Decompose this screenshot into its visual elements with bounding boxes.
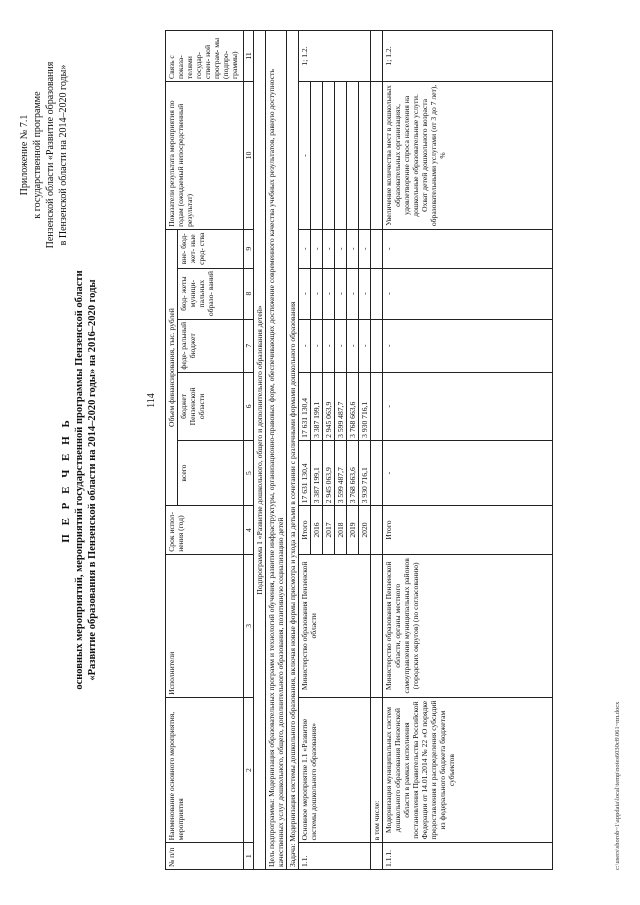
municipal-cell: -	[383, 268, 553, 319]
term-cell: 2017	[323, 506, 335, 554]
municipal-cell: -	[335, 268, 347, 319]
regional-cell: 3 930 716,1	[359, 372, 371, 440]
row-number: 1.1.	[299, 843, 371, 870]
header-cell: бюд- жеты муници- пальных образо- ваний	[178, 268, 244, 319]
subprogram-title: Подпрограмма 1 «Развитие дошкольного, общего и дополнительного образования детей»	[254, 31, 266, 870]
table-row	[383, 31, 553, 870]
federal-cell: -	[359, 319, 371, 372]
regional-cell: 3 387 199,1	[311, 372, 323, 440]
federal-cell: -	[383, 319, 553, 372]
empty-cell	[371, 554, 383, 697]
row-number: 1.1.1.	[383, 843, 553, 870]
total-cell: 3 599 487,7	[335, 440, 347, 505]
indicator-cell	[335, 81, 347, 229]
offbudget-cell: -	[347, 229, 359, 268]
column-number: 4	[244, 506, 254, 554]
regional-cell: 2 945 063,9	[323, 372, 335, 440]
appendix-line: в Пензенской области на 2014–2020 годы»	[58, 64, 69, 246]
header-cell: всего	[178, 440, 244, 505]
header-cell: феде- ральный бюджет	[178, 319, 244, 372]
term-cell: 2020	[359, 506, 371, 554]
subprogram-row	[254, 31, 266, 870]
task-row	[287, 31, 299, 870]
column-number: 1	[244, 843, 254, 870]
document-sheet	[10, 20, 630, 880]
executor: Министерство образования Пензенской области	[299, 554, 371, 697]
empty-cell	[371, 31, 383, 82]
header-cell: вне- бюд- жет- ные сред- ства	[178, 229, 244, 268]
column-number: 6	[244, 372, 254, 440]
column-number-row	[244, 31, 254, 870]
term-cell: 2019	[347, 506, 359, 554]
municipal-cell: -	[299, 268, 311, 319]
including-label: в том числе:	[371, 697, 383, 842]
measures-table	[165, 30, 553, 870]
term-cell: Итого	[383, 506, 553, 554]
regional-cell: 3 768 663,6	[347, 372, 359, 440]
regional-cell: 3 599 487,7	[335, 372, 347, 440]
title-heading: П Е Р Е Ч Е Н Ь	[60, 417, 72, 543]
offbudget-cell: -	[383, 229, 553, 268]
header-cell: Срок испол- нения (год)	[166, 506, 244, 554]
appendix-line: к государственной программе	[32, 91, 43, 219]
federal-cell: -	[335, 319, 347, 372]
offbudget-cell: -	[335, 229, 347, 268]
column-number: 3	[244, 554, 254, 697]
total-cell: 2 945 063,9	[323, 440, 335, 505]
task-text: Задача: Модернизация системы дошкольного образования, включая новые формы присмотра и ухода за детьми в сочетании с различными формами дошкольного образования	[287, 31, 299, 870]
empty-cell	[371, 268, 383, 319]
empty-cell	[371, 440, 383, 505]
link-cell: 1; 1.2.	[299, 31, 371, 82]
column-number: 5	[244, 440, 254, 505]
document-title	[60, 210, 99, 750]
municipal-cell: -	[323, 268, 335, 319]
measure-name: Основное мероприятие 1.1 «Развитие системы дошкольного образования»	[299, 697, 371, 842]
federal-cell: -	[347, 319, 359, 372]
empty-cell	[371, 506, 383, 554]
column-number: 7	[244, 319, 254, 372]
term-cell: Итого	[299, 506, 311, 554]
municipal-cell: -	[311, 268, 323, 319]
appendix-line: Приложение № 7.1	[19, 114, 30, 196]
total-cell: 3 387 199,1	[311, 440, 323, 505]
column-number: 2	[244, 697, 254, 842]
indicator-cell	[311, 81, 323, 229]
term-cell: 2018	[335, 506, 347, 554]
executor: Министерство образования Пензенской области, органы местного самоуправления муниципальных районов (городских округов) (по согласованию)	[383, 554, 553, 697]
total-cell: 3 930 716,1	[359, 440, 371, 505]
total-cell: 17 631 130,4	[299, 440, 311, 505]
offbudget-cell: -	[323, 229, 335, 268]
regional-cell: -	[383, 372, 553, 440]
column-number: 10	[244, 81, 254, 229]
empty-cell	[371, 319, 383, 372]
title-line: основных мероприятий, мероприятий государственной программы Пензенской области	[74, 270, 85, 690]
offbudget-cell: -	[311, 229, 323, 268]
empty-cell	[371, 372, 383, 440]
indicator-cell	[323, 81, 335, 229]
file-path-footer: c:\users\shorob~1\appdata\local\temp\notes6030c8\061~пп.docx	[614, 701, 621, 870]
header-row	[166, 31, 178, 870]
municipal-cell: -	[347, 268, 359, 319]
federal-cell: -	[299, 319, 311, 372]
term-cell: 2016	[311, 506, 323, 554]
offbudget-cell: -	[299, 229, 311, 268]
regional-cell: 17 631 130,4	[299, 372, 311, 440]
header-cell: № п/п	[166, 843, 244, 870]
indicator-cell: Увеличение количества мест в дошкольных образовательных организациях, удовлетворение спроса населения на дошкольные образовательные услуги. Охват детей дошкольного возраста образовательными услугами (от 3 до 7 лет), %	[383, 81, 553, 229]
empty-cell	[371, 81, 383, 229]
federal-cell: -	[311, 319, 323, 372]
empty-cell	[371, 843, 383, 870]
total-cell: -	[383, 440, 553, 505]
appendix-line: Пензенской области «Развитие образования	[45, 61, 56, 249]
column-number: 8	[244, 268, 254, 319]
header-cell: Связь с показа- телями государ- ствен- ной програм- мы (подпро- граммы)	[166, 31, 244, 82]
header-cell: бюджет Пензенской области	[178, 372, 244, 440]
indicator-cell	[359, 81, 371, 229]
header-cell: Исполнители	[166, 554, 244, 697]
empty-cell	[371, 229, 383, 268]
link-cell: 1; 1.2.	[383, 31, 553, 82]
goal-row	[266, 31, 287, 870]
header-cell: Объем финансирования, тыс. рублей	[166, 229, 178, 505]
including-row	[371, 31, 383, 870]
column-number: 11	[244, 31, 254, 82]
table-row	[299, 31, 311, 870]
title-line: «Развитие образования в Пензенской области на 2014–2020 годы» на 2016–2020 годы	[87, 279, 98, 681]
goal-text: Цель подпрограммы: Модернизация образовательных программ и технологий обучения, развитие инфраструктуры, организационно-правовых форм, обеспечивающих достижение современного качества учебных результатов, равную доступность качественных услуг дошкольного, общего, дополнительного образования, позитивную социализацию детей	[266, 31, 287, 870]
measure-name: Модернизация муниципальных систем дошкольного образования Пензенской области в рамках исполнения постановления Правительства Российской Федерации от 14.01.2014 № 22 «О порядке предоставления и распределения субсидий из федерального бюджета бюджетам субъектов	[383, 697, 553, 842]
header-cell: Наименование основного мероприятия, мероприятия	[166, 697, 244, 842]
header-cell: Показатели результата мероприятия по годам (ожидаемый непосредственный результат)	[166, 81, 244, 229]
indicator-cell: -	[299, 81, 311, 229]
municipal-cell: -	[359, 268, 371, 319]
indicator-cell	[347, 81, 359, 229]
column-number: 9	[244, 229, 254, 268]
page-number: 114	[145, 393, 157, 408]
federal-cell: -	[323, 319, 335, 372]
offbudget-cell: -	[359, 229, 371, 268]
total-cell: 3 768 663,6	[347, 440, 359, 505]
